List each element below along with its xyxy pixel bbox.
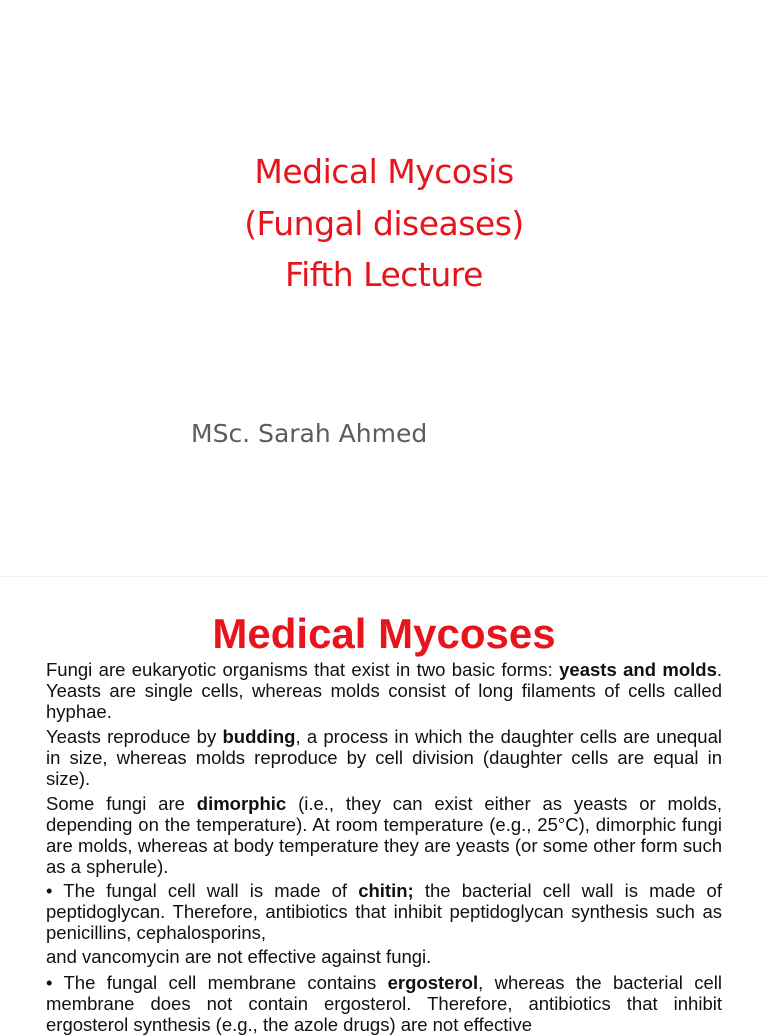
- paragraph-cell-wall: • The fungal cell wall is made of chitin; the bacterial cell wall is made of peptidoglycan. Therefore, antibiotics that inhibit peptidoglycan synthesis such as penicillins, cephalosporins,: [46, 880, 722, 943]
- slide-title-line-2: (Fungal diseases): [244, 204, 524, 243]
- content-slide-title: Medical Mycoses: [212, 610, 556, 657]
- paragraph-reproduction: Yeasts reproduce by budding, a process in which the daughter cells are unequal in size, whereas molds reproduce by cell division (daughter cells are equal in size).: [46, 726, 722, 789]
- slide-title-line-1: Medical Mycosis: [254, 152, 514, 191]
- slide-title-line-3: Fifth Lecture: [285, 255, 483, 294]
- paragraph-vancomycin: and vancomycin are not effective against fungi.: [46, 946, 432, 967]
- author-name: MSc. Sarah Ahmed: [191, 419, 428, 448]
- paragraph-forms: Fungi are eukaryotic organisms that exist in two basic forms: yeasts and molds. Yeasts are single cells, whereas molds consist of long filaments of cells called hyphae.: [46, 659, 722, 722]
- paragraph-dimorphic: Some fungi are dimorphic (i.e., they can exist either as yeasts or molds, depending on the temperature). At room temperature (e.g., 25°C), dimorphic fungi are molds, whereas at body temperature they are yeasts (or some other form such as a spherule).: [46, 793, 723, 877]
- paragraph-cell-membrane: • The fungal cell membrane contains ergosterol, whereas the bacterial cell membrane does not contain ergosterol. Therefore, antibiotics that inhibit ergosterol synthesis (e.g., the azole drugs) are not effective: [46, 972, 722, 1035]
